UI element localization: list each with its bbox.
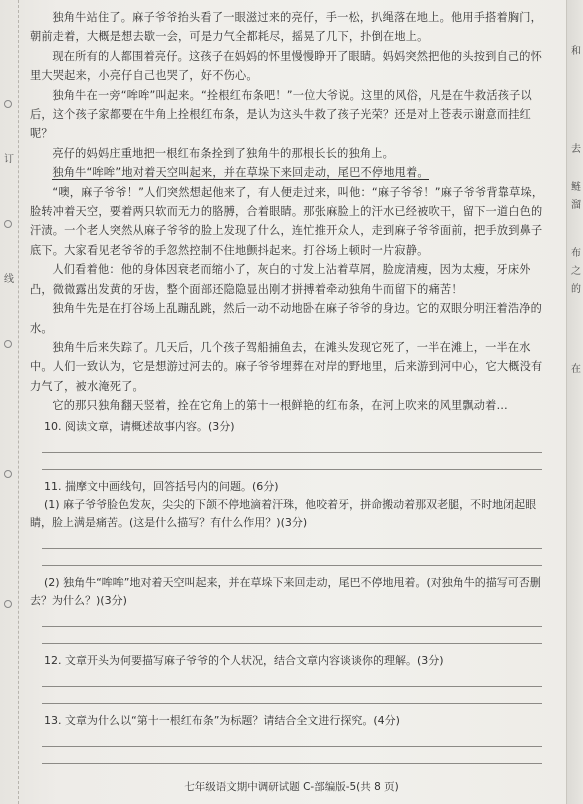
adjacent-page-char: 之 <box>571 266 581 277</box>
underlined-sentence <box>30 163 550 182</box>
adjacent-page-char: 布 <box>571 248 581 259</box>
passage-paragraph: 现在所有的人都围着亮仔。这孩子在妈妈的怀里慢慢睁开了眼睛。妈妈突然把他的头按到自己的怀里大哭起来，小亮仔自己也哭了，好不伤心。 <box>30 49 543 83</box>
binding-margin <box>0 0 19 804</box>
adjacent-page-char: 和 <box>571 46 581 57</box>
question-12: 12. 文章开头为何要描写麻子爷爷的个人状况，结合文章内容谈谈你的理解。(3分) <box>44 653 444 667</box>
adjacent-page-char: 的 <box>571 284 581 295</box>
underlined-sentence-text: 独角牛“哞哞”地对着天空叫起来，并在草垛下来回走动，尾巴不停地甩着。 <box>52 166 429 180</box>
passage-paragraph: 人们看着他：他的身体因衰老而缩小了，灰白的寸发上沾着草屑，脸庞清瘦，因为太瘦，牙床外凸，微微露出发黄的牙齿，整个面部还隐隐显出刚才拼搏着牵动独角牛而留下的痛苦！ <box>30 263 531 296</box>
answer-line[interactable] <box>42 626 542 627</box>
answer-line[interactable] <box>42 548 542 549</box>
question-13: 13. 文章为什么以“第十一根红布条”为标题？请结合全文进行探究。(4分) <box>44 713 400 727</box>
passage-and-questions <box>30 8 550 764</box>
question-11-2: (2) 独角牛“哞哞”地对着天空叫起来，并在草垛下来回走动，尾巴不停地甩着。(对独角牛的描写可否删去？为什么？)(3分) <box>30 575 541 607</box>
adjacent-page-strip <box>566 0 583 804</box>
answer-line[interactable] <box>42 746 542 747</box>
binding-hole <box>4 600 12 608</box>
passage-paragraph: “噢，麻子爷爷！”人们突然想起他来了，有人便走过来，叫他：“麻子爷爷！”麻子爷爷背靠草垛，脸转冲着天空，要着两只软而无力的胳膊，合着眼睛。那张麻脸上的汗水已经被吹干，留下一道白色的汗渍。一个老人突然从麻子爷爷的脸上发现了什么，连忙推开众人，走到麻子爷爷面前，把手放到鼻子底下。大家看见老爷爷的手忽然控制不住地颤抖起来。打谷场上顿时一片寂静。 <box>30 185 544 257</box>
answer-line[interactable] <box>42 763 542 764</box>
passage-paragraph: 亮仔的妈妈庄重地把一根红布条拴到了独角牛的那根长长的独角上。 <box>52 146 395 160</box>
passage-paragraph: 独角牛站住了。麻子爷爷抬头看了一眼滋过来的亮仔，手一松，扒绳落在地上。他用手搭着胸门，朝前走着，大概是想去歇一会，可是力气全都耗尽，摇晃了几下，扑倒在地上。 <box>30 11 543 44</box>
passage-paragraph: 独角牛在一旁“哞哞”叫起来。“拴根红布条吧！”一位大爷说。这里的风俗，凡是在牛救活孩子以后，这个孩子家都要在牛角上拴根红布条，是认为这头牛救了孩子光荣？还是对上苍表示谢意而挂红呢？ <box>30 88 532 141</box>
question-11-1: (1) 麻子爷爷脸色发灰，尖尖的下颌不停地滴着汗珠，他咬着牙，拼命搬动着那双老腿，不时地闭起眼睛，脸上满是痛苦。(这是什么描写？有什么作用？)(3分) <box>30 497 537 529</box>
binding-mark: 线 <box>4 274 14 285</box>
passage-paragraph: 独角牛后来失踪了。几天后，几个孩子驾船捕鱼去，在滩头发现它死了，一半在滩上，一半在水中。人们一致认为，它是想游过河去的。麻子爷爷埋葬在对岸的野地里，后来游到河中心，它大概没有力气了，被水淹死了。 <box>30 340 543 393</box>
question-10: 10. 阅读文章，请概述故事内容。(3分) <box>44 419 235 433</box>
binding-hole <box>4 220 12 228</box>
question-11: 11. 揣摩文中画线句，回答括号内的问题。(6分) <box>44 479 279 493</box>
page-footer: 七年级语文期中调研试题 C-部编版-5(共 8 页) <box>184 781 399 793</box>
passage-paragraph: 它的那只独角翻天竖着，拴在它角上的第十一根鲜艳的红布条，在河上吹来的风里飘动着… <box>52 399 508 413</box>
binding-mark: 订 <box>4 154 14 165</box>
binding-hole <box>4 470 12 478</box>
adjacent-page-char: 鲢 <box>571 182 581 193</box>
binding-hole <box>4 340 12 348</box>
adjacent-page-char: 溜 <box>571 200 581 211</box>
answer-line[interactable] <box>42 452 542 453</box>
adjacent-page-char: 去 <box>571 144 581 155</box>
passage-paragraph: 独角牛先是在打谷场上乱蹦乱跳，然后一动不动地卧在麻子爷爷的身边。它的双眼分明汪着浩净的水。 <box>30 302 543 335</box>
answer-line[interactable] <box>42 686 542 687</box>
adjacent-page-char: 在 <box>571 364 581 375</box>
binding-hole <box>4 100 12 108</box>
